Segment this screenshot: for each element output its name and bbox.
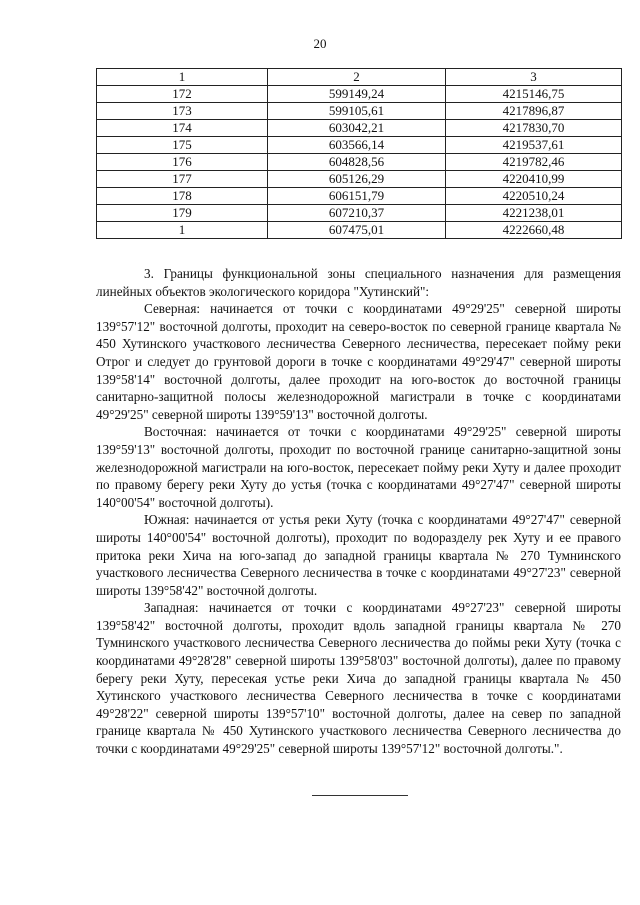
- cell-point-number: 176: [97, 154, 268, 171]
- paragraph-north: Северная: начинается от точки с координатами 49°29'25" северной широты 139°57'12" восточной долготы, проходит на северо-восток по северной границе квартала № 450 Хутинского участкового лесничества Северного лесничества, пересекает пойму реки Отрог и следует до грунтовой дороги в точке с координатами 49°29'47" северной широты 139°58'14" восточной долготы, далее проходит на юго-восток до восточной границы санитарно-защитной полосы железнодорожной магистрали в точке с координатами 49°29'25" северной широты 139°59'13" восточной долготы.: [96, 301, 621, 422]
- table-body: [97, 86, 622, 239]
- cell-point-number: 172: [97, 86, 268, 103]
- cell-x-coordinate: 605126,29: [268, 171, 446, 188]
- cell-y-coordinate: 4215146,75: [446, 86, 622, 103]
- cell-y-coordinate: 4220410,99: [446, 171, 622, 188]
- paragraph-south: Южная: начинается от устья реки Хуту (точка с координатами 49°27'47" северной широты 140°00'54" восточной долготы), проходит по водоразделу рек Хуту и ее правого притока реки Хича на юго-запад до западной границы квартала № 270 Тумнинского участкового лесничества Северного лесничества в точке с координатами 49°27'23" северной широты 139°58'42" восточной долготы.: [96, 512, 621, 598]
- cell-y-coordinate: 4219537,61: [446, 137, 622, 154]
- cell-x-coordinate: 599105,61: [268, 103, 446, 120]
- cell-point-number: 174: [97, 120, 268, 137]
- cell-x-coordinate: 603566,14: [268, 137, 446, 154]
- paragraph-west: Западная: начинается от точки с координатами 49°27'23" северной широты 139°58'42" восточной долготы, проходит вдоль западной границы квартала № 270 Тумнинского участкового лесничества Северного лесничества до поймы реки Хуту (точка с координатами 49°28'28" северной широты 139°58'03" восточной долготы), далее по правому берегу реки Хуту, пересекая устье реки Хича до западной границы квартала № 450 Хутинского участкового лесничества Северного лесничества в точке с координатами 49°28'22" северной широты 139°57'10" восточной долготы, далее на север по западной границе квартала № 450 Хутинского участкового лесничества Северного лесничества до точки с координатами 49°29'25" северной широты 139°57'12" восточной долготы.".: [96, 600, 621, 757]
- table-row: [97, 86, 622, 103]
- table-header-row: [97, 69, 622, 86]
- table-row: [97, 205, 622, 222]
- closing-divider: [312, 795, 408, 796]
- coordinates-table: [96, 68, 622, 239]
- paragraph-east: Восточная: начинается от точки с координатами 49°29'25" северной широты 139°59'13" восточной долготы, проходит по восточной границе санитарно-защитной зоны железнодорожной магистрали на юго-восток, пересекает пойму реки Хуту и далее проходит по правому берегу реки Хуту до устья (точка с координатами 49°27'47" северной широты 140°00'54" восточной долготы).: [96, 424, 621, 510]
- cell-point-number: 1: [97, 222, 268, 239]
- table-row: [97, 171, 622, 188]
- table-row: [97, 222, 622, 239]
- cell-x-coordinate: 599149,24: [268, 86, 446, 103]
- section-text: [96, 265, 621, 758]
- section-heading: 3. Границы функциональной зоны специального назначения для размещения линейных объектов экологического коридора "Хутинский":: [96, 266, 621, 299]
- page-number: 20: [313, 36, 327, 51]
- table-row: [97, 154, 622, 171]
- column-header-y: 3: [446, 69, 622, 86]
- table-row: [97, 103, 622, 120]
- cell-point-number: 173: [97, 103, 268, 120]
- cell-point-number: 177: [97, 171, 268, 188]
- column-header-point: 1: [97, 69, 268, 86]
- table-row: [97, 120, 622, 137]
- column-header-x: 2: [268, 69, 446, 86]
- cell-y-coordinate: 4222660,48: [446, 222, 622, 239]
- cell-x-coordinate: 607475,01: [268, 222, 446, 239]
- table-row: [97, 137, 622, 154]
- cell-y-coordinate: 4217896,87: [446, 103, 622, 120]
- cell-point-number: 178: [97, 188, 268, 205]
- cell-point-number: 175: [97, 137, 268, 154]
- cell-x-coordinate: 603042,21: [268, 120, 446, 137]
- cell-x-coordinate: 606151,79: [268, 188, 446, 205]
- cell-point-number: 179: [97, 205, 268, 222]
- cell-x-coordinate: 607210,37: [268, 205, 446, 222]
- cell-y-coordinate: 4221238,01: [446, 205, 622, 222]
- cell-y-coordinate: 4217830,70: [446, 120, 622, 137]
- cell-y-coordinate: 4219782,46: [446, 154, 622, 171]
- cell-y-coordinate: 4220510,24: [446, 188, 622, 205]
- table-row: [97, 188, 622, 205]
- cell-x-coordinate: 604828,56: [268, 154, 446, 171]
